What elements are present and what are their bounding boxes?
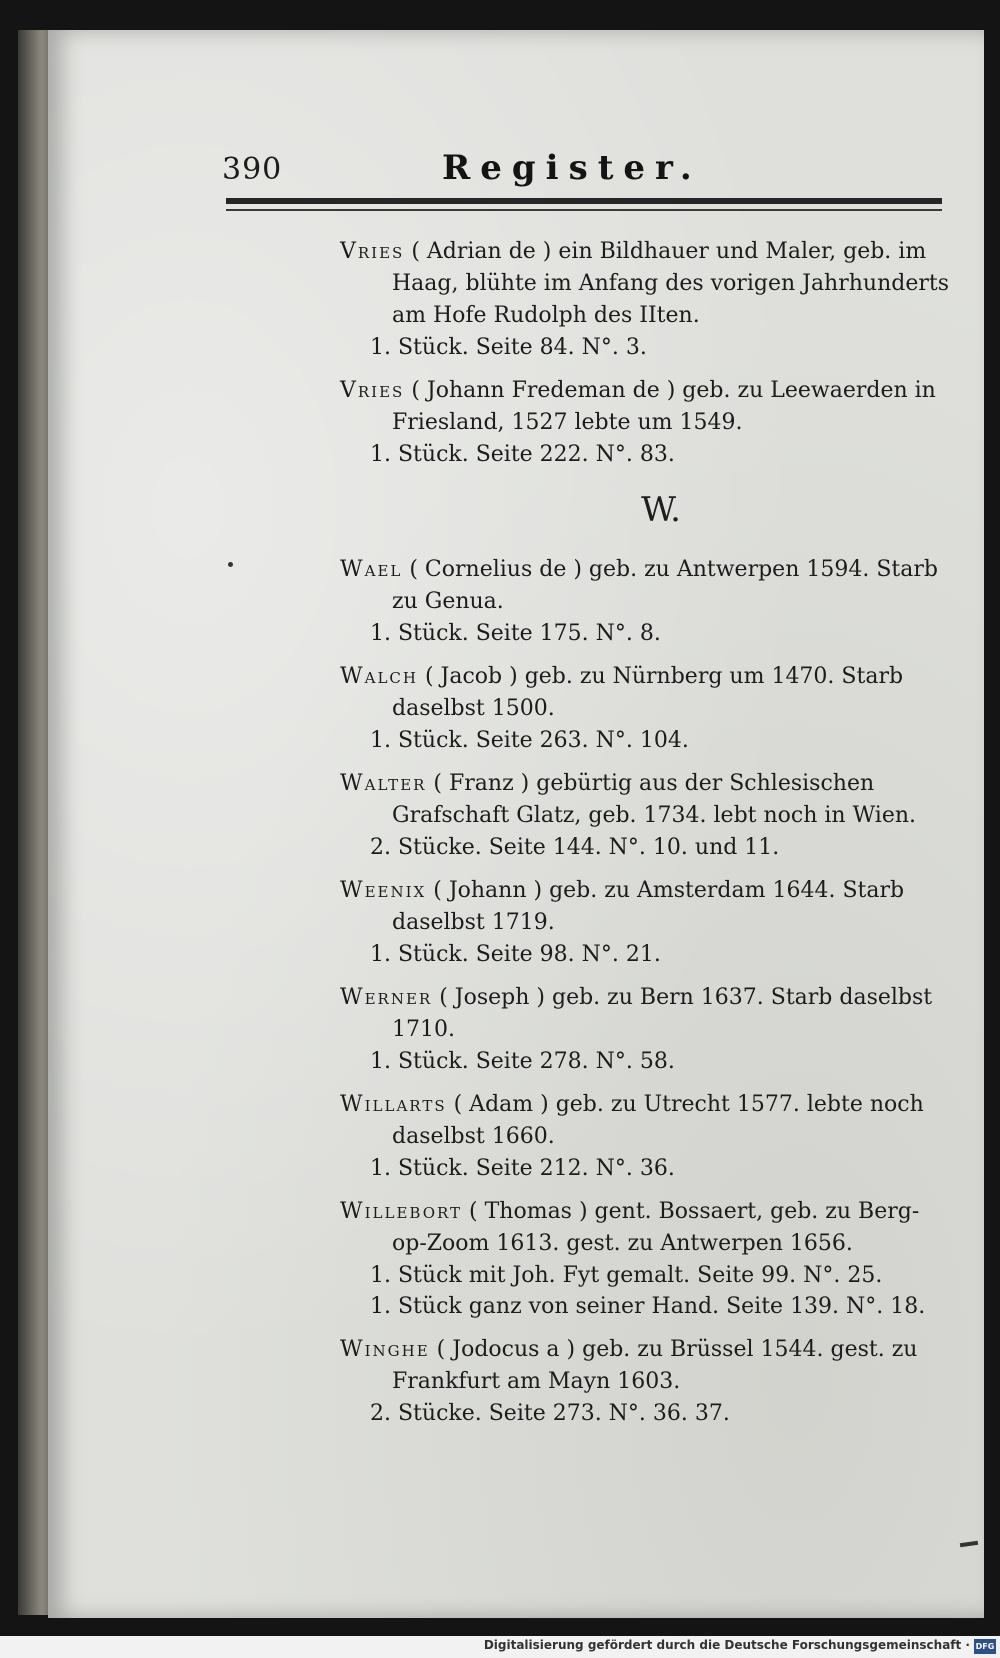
register-entry [340, 1196, 952, 1322]
entry-reference: 1. Stück. Seite 278. N°. 58. [370, 1049, 675, 1074]
entry-text [340, 875, 952, 939]
artist-name: Weenix [340, 878, 427, 903]
entry-text [340, 1089, 952, 1153]
register-entry [340, 768, 952, 863]
page-number: 390 [222, 152, 283, 187]
artist-name: Willarts [340, 1092, 447, 1117]
entry-text [340, 236, 952, 332]
entry-description: ( Adam ) geb. zu Utrecht 1577. lebte noch daselbst 1660. [392, 1092, 924, 1149]
entry-description: ( Thomas ) gent. Bossaert, geb. zu Berg-op-Zoom 1613. gest. zu Antwerpen 1656. [392, 1199, 920, 1256]
entry-description: ( Johann Fredeman de ) geb. zu Leewaerden in Friesland, 1527 lebte um 1549. [392, 378, 936, 435]
entry-text [340, 375, 952, 439]
entry-text [340, 554, 952, 618]
artist-name: Vries [340, 239, 405, 264]
entry-description: ( Johann ) geb. zu Amsterdam 1644. Starb daselbst 1719. [392, 878, 905, 935]
register-entry [340, 554, 952, 649]
funding-credit: Digitalisierung gefördert durch die Deutsche Forschungsgemeinschaft · [483, 1638, 970, 1652]
entry-reference: 1. Stück ganz von seiner Hand. Seite 139. N°. 18. [370, 1294, 926, 1319]
entry-reference: 1. Stück. Seite 98. N°. 21. [370, 942, 661, 967]
entry-reference: 1. Stück. Seite 175. N°. 8. [370, 621, 661, 646]
entry-description: ( Joseph ) geb. zu Bern 1637. Starb daselbst 1710. [392, 985, 933, 1042]
entry-description: ( Cornelius de ) geb. zu Antwerpen 1594. Starb zu Genua. [392, 557, 938, 614]
artist-name: Walter [340, 771, 427, 796]
register-entry [340, 982, 952, 1077]
header-rule-thin [226, 209, 942, 211]
artist-name: Willebort [340, 1199, 463, 1224]
entry-description: ( Adrian de ) ein Bildhauer und Maler, geb. im Haag, blühte im Anfang des vorigen Jahrhunderts am Hofe Rudolph des IIten. [392, 239, 950, 328]
artist-name: Wael [340, 557, 403, 582]
digitization-footer [0, 1636, 1000, 1658]
register-entries [340, 236, 952, 1441]
margin-ink-dot [228, 562, 233, 567]
entry-reference: 1. Stück. Seite 212. N°. 36. [370, 1156, 675, 1181]
artist-name: Winghe [340, 1337, 430, 1362]
entry-text [340, 661, 952, 725]
entry-text [340, 1196, 952, 1260]
artist-name: Walch [340, 664, 418, 689]
header-rule-thick [226, 198, 942, 204]
running-title: Register. [442, 148, 702, 188]
artist-name: Werner [340, 985, 433, 1010]
register-entry [340, 1089, 952, 1184]
entry-reference: 1. Stück. Seite 222. N°. 83. [370, 442, 675, 467]
entry-reference: 1. Stück mit Joh. Fyt gemalt. Seite 99. N°. 25. [370, 1263, 883, 1288]
entry-reference: 1. Stück. Seite 263. N°. 104. [370, 728, 689, 753]
section-letter-heading: W. [641, 490, 681, 530]
artist-name: Vries [340, 378, 405, 403]
entry-reference: 2. Stücke. Seite 144. N°. 10. und 11. [370, 835, 780, 860]
register-entry [340, 236, 952, 363]
entry-text [340, 1334, 952, 1398]
entry-description: ( Franz ) gebürtig aus der Schlesischen Grafschaft Glatz, geb. 1734. lebt noch in Wien. [392, 771, 917, 828]
dfg-logo: DFG [974, 1639, 996, 1654]
register-entry [340, 375, 952, 470]
entry-text [340, 982, 952, 1046]
entry-reference: 2. Stücke. Seite 273. N°. 36. 37. [370, 1401, 730, 1426]
register-entry [340, 661, 952, 756]
entry-text [340, 768, 952, 832]
register-entry [340, 875, 952, 970]
register-entry [340, 1334, 952, 1429]
entry-description: ( Jacob ) geb. zu Nürnberg um 1470. Starb daselbst 1500. [392, 664, 904, 721]
entry-reference: 1. Stück. Seite 84. N°. 3. [370, 335, 647, 360]
entry-description: ( Jodocus a ) geb. zu Brüssel 1544. gest. zu Frankfurt am Mayn 1603. [392, 1337, 918, 1394]
page-header [222, 148, 942, 198]
